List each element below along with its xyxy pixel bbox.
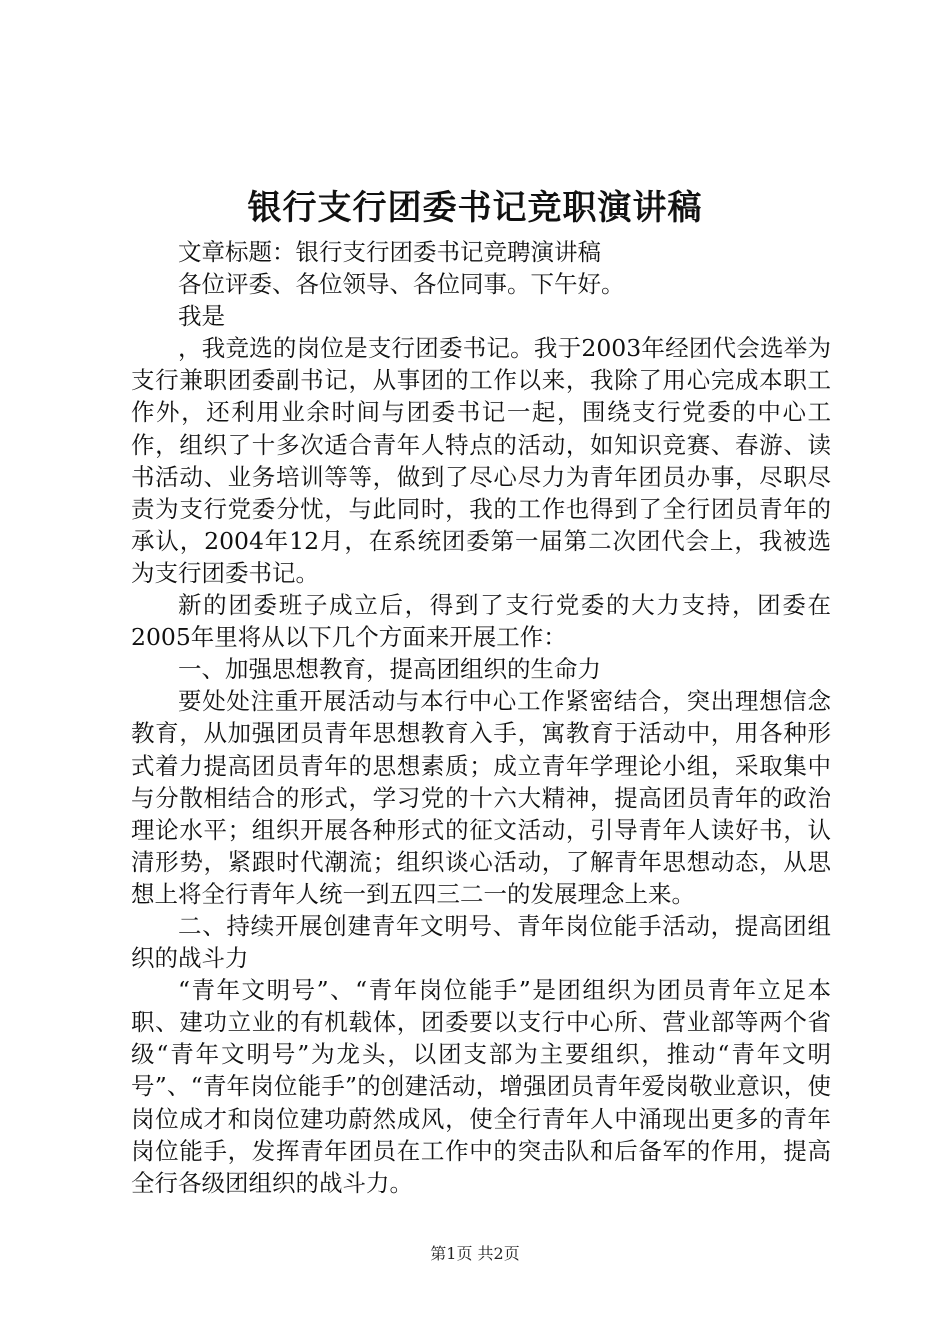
plan-intro-paragraph: 新的团委班子成立后，得到了支行党委的大力支持，团委在2005年里将从以下几个方面来开展工作：: [131, 591, 831, 652]
document-title: 银行支行团委书记竞职演讲稿: [247, 188, 703, 228]
page-number-footer: 第1页 共2页: [430, 1244, 520, 1263]
self-intro-line: 我是: [178, 302, 225, 331]
article-title-line: 文章标题：银行支行团委书记竞聘演讲稿: [178, 238, 601, 266]
section-2-paragraph: “青年文明号”、“青年岗位能手”是团组织为团员青年立足本职、建功立业的有机载体，团委要以支行中心所、营业部等两个省级“青年文明号”为龙头，以团支部为主要组织，推动“青年文明号”、“青年岗位能手”的创建活动，增强团员青年爱岗敬业意识，使岗位成才和岗位建功蔚然成风，使全行青年人中涌现出更多的青年岗位能手，发挥青年团员在工作中的突击队和后备军的作用，提高全行各级团组织的战斗力。: [131, 976, 831, 1197]
document-body: [131, 236, 831, 1199]
section-heading-1: 一、加强思想教育，提高团组织的生命力: [178, 655, 601, 684]
greeting-paragraph: 各位评委、各位领导、各位同事。下午好。: [178, 270, 625, 299]
section-heading-2: 二、持续开展创建青年文明号、青年岗位能手活动，提高团组织的战斗力: [131, 911, 831, 973]
experience-paragraph: ，我竞选的岗位是支行团委书记。我于2003年经团代会选举为支行兼职团委副书记，从事团的工作以来，我除了用心完成本职工作外，还利用业余时间与团委书记一起，围绕支行党委的中心工作，组织了十多次适合青年人特点的活动，如知识竞赛、春游、读书活动、业务培训等等，做到了尽心尽力为青年团员办事，尽职尽责为支行党委分忧，与此同时，我的工作也得到了全行团员青年的承认，2004年12月，在系统团委第一届第二次团代会上，我被选为支行团委书记。: [131, 334, 831, 587]
section-1-paragraph: 要处处注重开展活动与本行中心工作紧密结合，突出理想信念教育，从加强团员青年思想教育入手，寓教育于活动中，用各种形式着力提高团员青年的思想素质；成立青年学理论小组，采取集中与分散相结合的形式，学习党的十六大精神，提高团员青年的政治理论水平；组织开展各种形式的征文活动，引导青年人读好书，认清形势，紧跟时代潮流；组织谈心活动，了解青年思想动态，从思想上将全行青年人统一到五四三二一的发展理念上来。: [131, 687, 831, 908]
